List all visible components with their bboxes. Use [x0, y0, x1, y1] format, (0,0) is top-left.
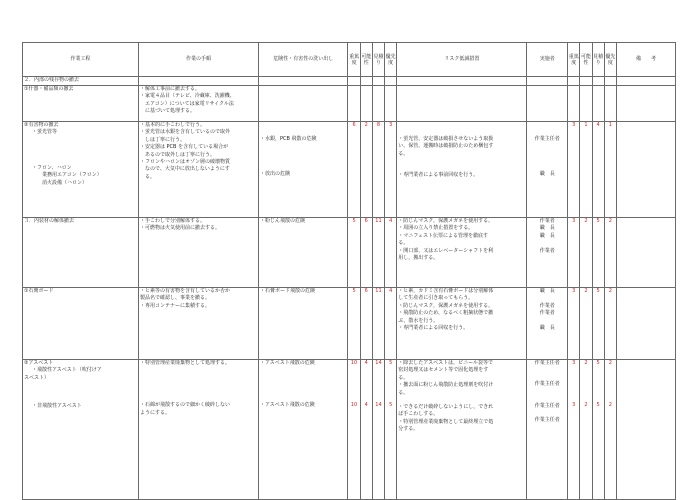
process-cell: ２．内部の残存物の撤去: [23, 77, 139, 86]
probability-after-value: 1: [580, 122, 592, 218]
probability-value: 2: [360, 122, 372, 218]
severity-value: 6: [348, 122, 360, 218]
process-cell: ②有害物の撤去 ・蛍光管等 ・フロン、ハロン 業務用エアコン（フロン） 消火設備（ハロン）: [23, 122, 139, 218]
probability-after-value: 2 2: [580, 360, 592, 500]
estimate-after-value: 5 5: [592, 360, 604, 500]
severity-after-value: 3: [568, 288, 580, 360]
implementer-cell: 作業者 職 長 職 長 作業者: [527, 218, 568, 288]
estimate-value: 14 14: [372, 360, 384, 500]
header-severity: 重篤度: [348, 43, 360, 77]
severity-value: 5: [348, 288, 360, 360]
procedure-cell: ・ヒ素等の有害物を含有しているか否か 製品名で確認し、事業を撤る。 ・専用コンテナーに集積する。: [138, 288, 258, 360]
measures-cell: ・除去したアスベストは，ビニール袋等で 密封処理又はセメント等で固化処理をす る。 ・撤去面に粉じん飛散防止処理剤を吹付け る。 ・できるだけ破砕しないようにし，できれ ば手こわしする。 ・特別管理産業廃棄物として最終埋立で処 分する。: [397, 360, 527, 500]
procedure-cell: ・基本的に手こわしで行う。 ・蛍光管は水銀を含有しているので取外 しは丁寧に行う。 ・安定器は PCB を含有している場合が あるので取外しは丁寧に行う。 ・フロンやハロンはオゾン層の破壊物質 なので、大気中に放出しないようにす る。: [138, 122, 258, 218]
measures-cell: ・蛍光管，安定器は破損させないよう取扱 い、保管，運搬時は破損防止のため梱包す る。 ・専門業者による事前回収を行う。: [397, 122, 527, 218]
header-severity-after: 重篤度: [568, 43, 580, 77]
priority-after-value: 2 2: [604, 360, 616, 500]
estimate-value: 11: [372, 218, 384, 288]
table-row: [23, 77, 676, 86]
priority-value: 3: [385, 122, 397, 218]
header-process: 作業工程: [23, 43, 139, 77]
implementer-cell: 作業主任者 職 長: [527, 122, 568, 218]
severity-after-value: 3 3: [568, 360, 580, 500]
probability-value: 6: [360, 288, 372, 360]
measures-cell: ・ヒ素，カドミ含有石膏ボードは分別解体 して生産者に引き取ってもらう。 ・防じんマスク，保護メガネを使用する。 ・飛散防止のため，なるべく粗摘状態で撤 ぶ，散水を行う。 ・専門業者による回収を行う。: [397, 288, 527, 360]
remarks-cell: [616, 122, 675, 218]
remarks-cell: [616, 360, 675, 500]
header-probability-after: 可能性: [580, 43, 592, 77]
severity-after-value: 3: [568, 218, 580, 288]
estimate-after-value: 5: [592, 218, 604, 288]
table-row: [23, 288, 676, 360]
header-estimate: 見積り: [372, 43, 384, 77]
priority-value: 4: [385, 218, 397, 288]
priority-after-value: 2: [604, 288, 616, 360]
estimate-value: 11: [372, 288, 384, 360]
hazard-cell: ・石膏ボード飛散の危険: [258, 288, 348, 360]
header-row: [23, 43, 676, 77]
table-row: [23, 86, 676, 122]
severity-value: 5: [348, 218, 360, 288]
header-priority-after: 優先度: [604, 43, 616, 77]
priority-after-value: 1: [604, 122, 616, 218]
severity-after-value: 3: [568, 122, 580, 218]
risk-assessment-table: [22, 42, 676, 500]
probability-value: 4 4: [360, 360, 372, 500]
header-remarks: 備 考: [616, 43, 675, 77]
measures-cell: ・防じんマスク，保護メガネを使用する。 ・周囲の立入り禁止措置をする。 ・マニフェスト伝票による管理を徹底す る。 ・開口部，又はエレベーターシャフトを利 用し，搬出する。: [397, 218, 527, 288]
process-cell: ３．内装材の解体撤去: [23, 218, 139, 288]
risk-assessment-sheet: [22, 42, 676, 500]
header-procedure: 作業の手順: [138, 43, 258, 77]
priority-after-value: 2: [604, 218, 616, 288]
header-estimate-after: 見積り: [592, 43, 604, 77]
priority-value: 5 5: [385, 360, 397, 500]
table-row: [23, 122, 676, 218]
process-cell: ①什器・備品類の撤去: [23, 86, 139, 122]
process-cell: ①石膏ボード: [23, 288, 139, 360]
implementer-cell: 作業主任者 作業主任者 作業主任者 作業主任者: [527, 360, 568, 500]
header-measures: リスク低減措置: [397, 43, 527, 77]
hazard-cell: ・粉じん飛散の危険: [258, 218, 348, 288]
estimate-after-value: 4: [592, 122, 604, 218]
estimate-value: 8: [372, 122, 384, 218]
procedure-cell: ・手こわしで分別解体する。 ・可燃物は火気使用前に撤去する。: [138, 218, 258, 288]
severity-value: 10 10: [348, 360, 360, 500]
header-priority: 優先度: [385, 43, 397, 77]
header-probability: 可能性: [360, 43, 372, 77]
header-hazard: 危険性・有害性の洗い出し: [258, 43, 348, 77]
remarks-cell: [616, 288, 675, 360]
table-row: [23, 218, 676, 288]
table-row: [23, 360, 676, 500]
probability-after-value: 2: [580, 288, 592, 360]
header-implementer: 実施者: [527, 43, 568, 77]
probability-value: 6: [360, 218, 372, 288]
implementer-cell: 職 長 作業者 作業者 職 長: [527, 288, 568, 360]
procedure-cell: ・解体工事前に撤去する。 ・家電４品目（テレビ、冷蔵庫、洗濯機、 エアコン）については家電リサイクル法 に基づいて処理する。: [138, 86, 258, 122]
hazard-cell: ・アスベスト飛散の危険 ・アスベスト飛散の危険: [258, 360, 348, 500]
procedure-cell: ・特別管理産業廃棄物として処理する。 ・石綿が飛散するので細かく破砕しない ようにする。: [138, 360, 258, 500]
process-cell: ②アスベスト ・飛散性アスベスト（吹付けア スベスト） ・非飛散性アスベスト: [23, 360, 139, 500]
priority-value: 4: [385, 288, 397, 360]
hazard-cell: ・水銀，PCB 飛散の危険 ・放出の危険: [258, 122, 348, 218]
remarks-cell: [616, 218, 675, 288]
probability-after-value: 2: [580, 218, 592, 288]
estimate-after-value: 5: [592, 288, 604, 360]
